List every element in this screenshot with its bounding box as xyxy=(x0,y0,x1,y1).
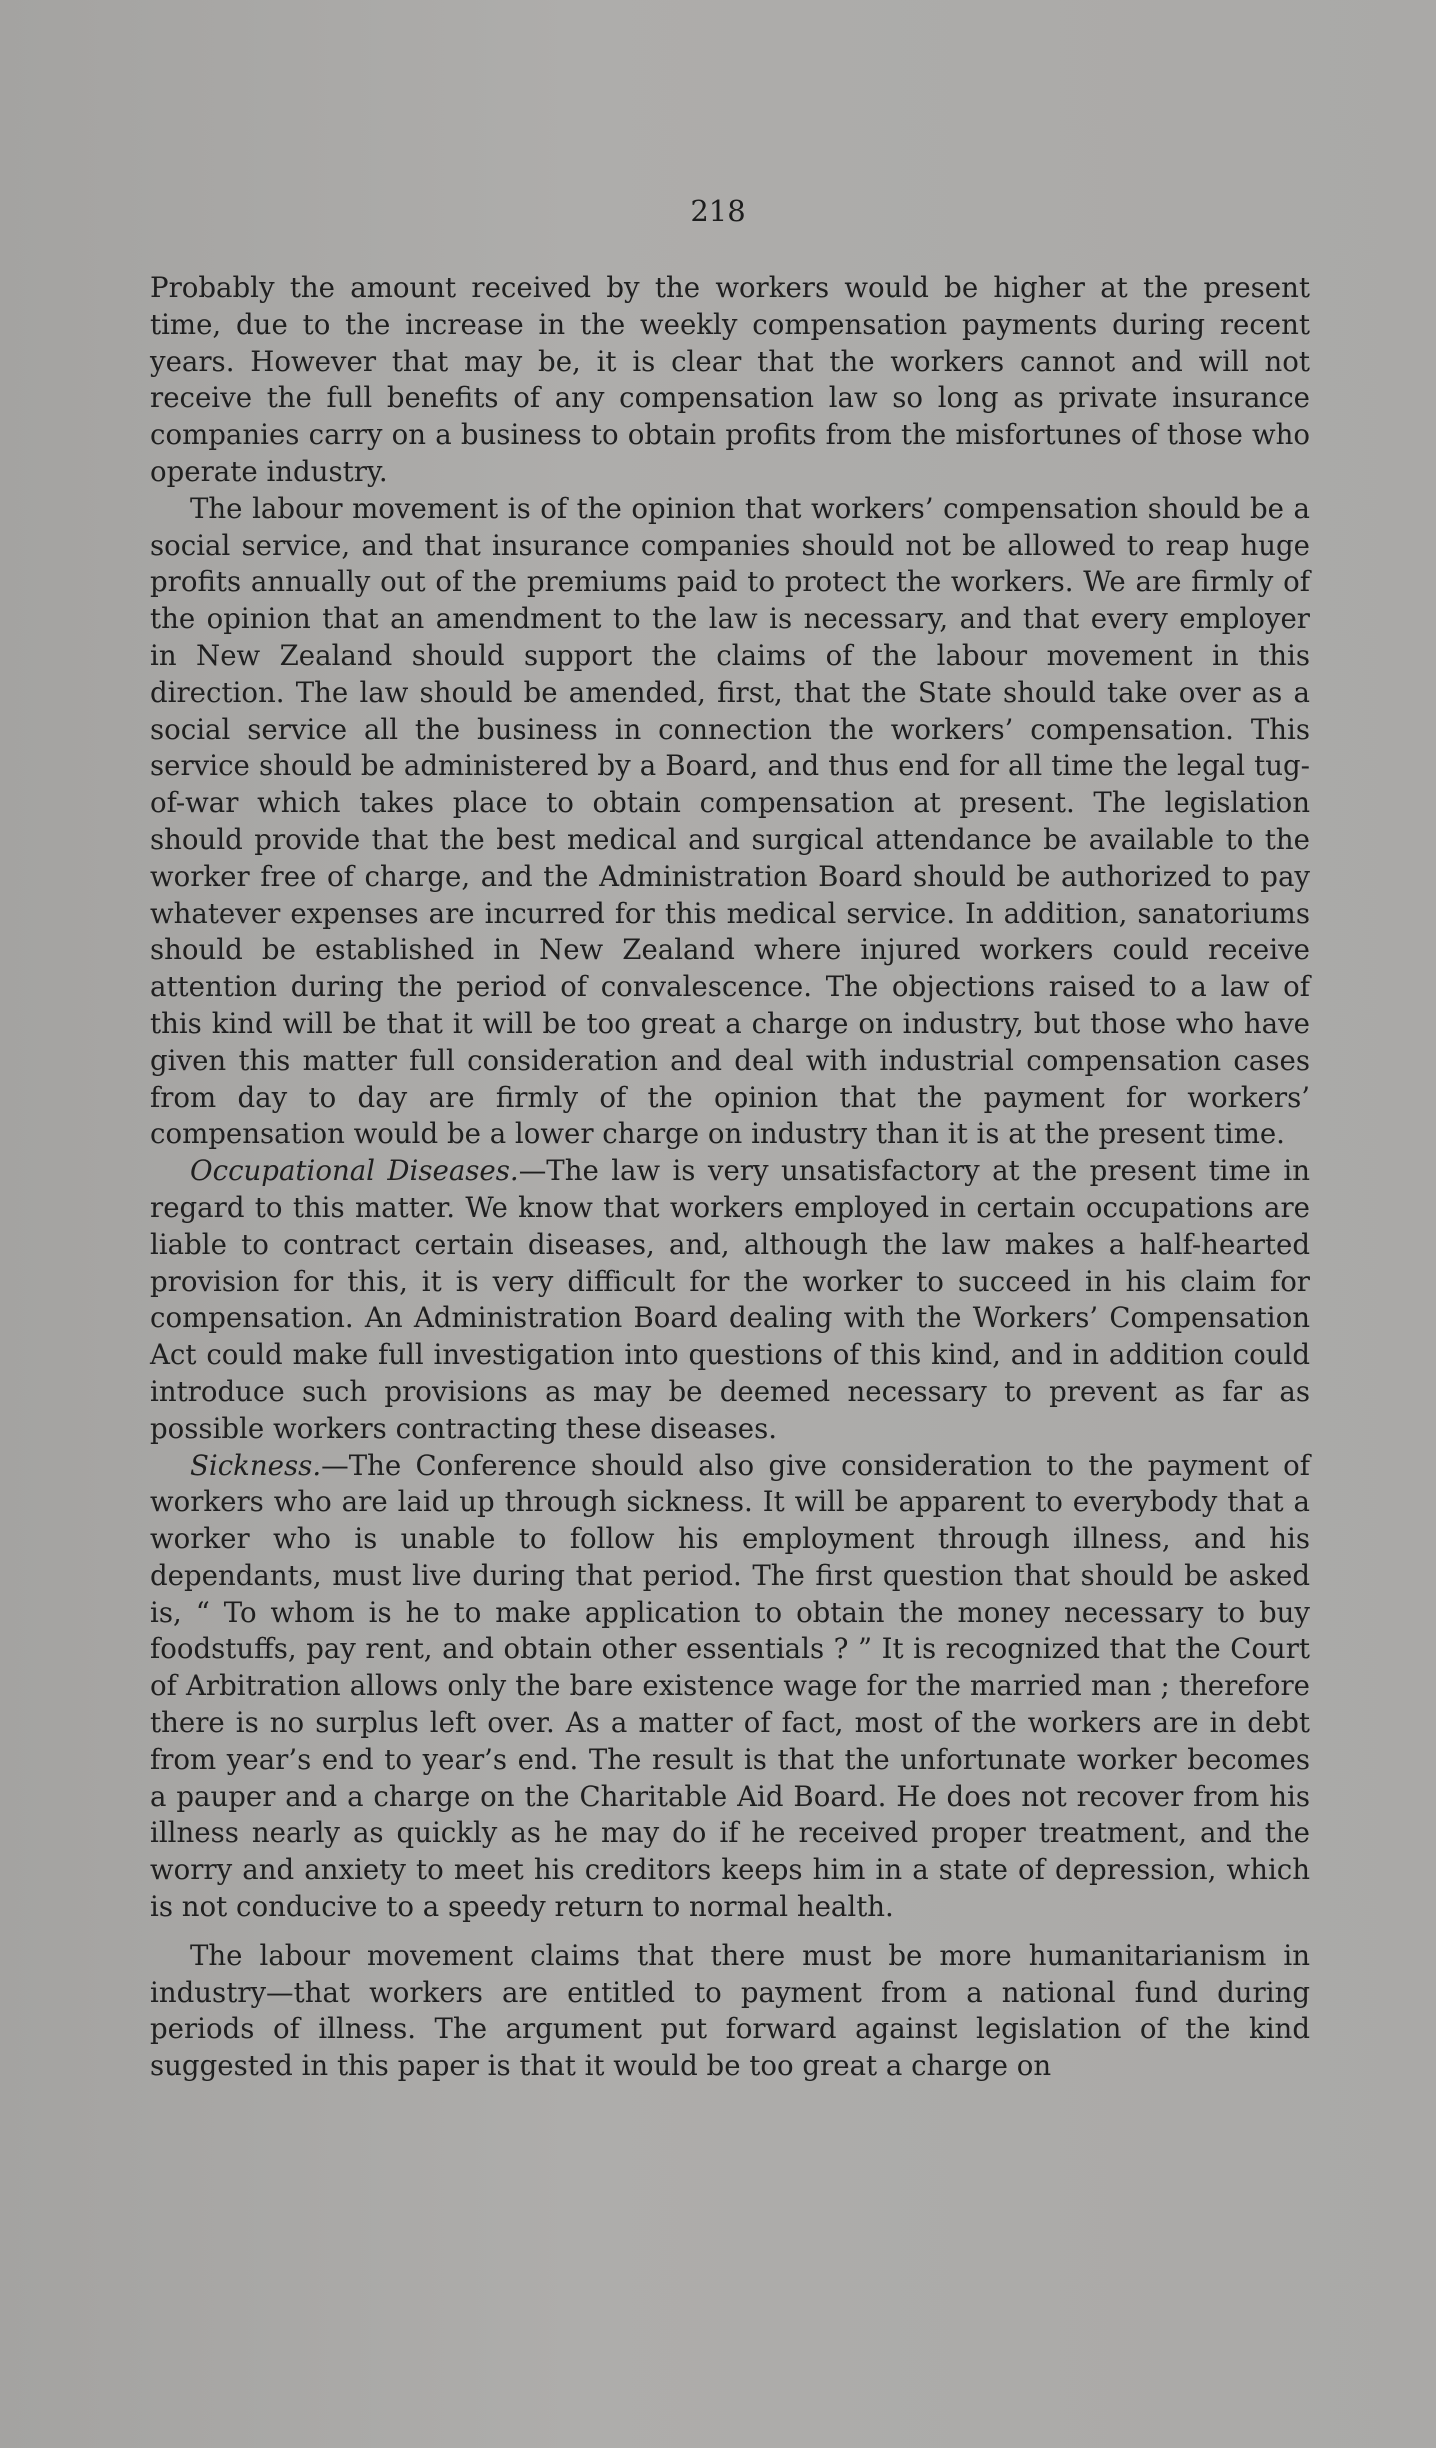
paragraph-2-text: The labour movement is of the opinion that workers’ compensation should be a social service, and that insurance companies should not be allowed to reap huge profits annually out of the premiums paid to protect the workers. We are firmly of the opinion that an amendment to the law is necessary, and that every employer in New Zealand should support the claims of the labour movement in this direction. The law should be amended, first, that the State should take over as a social service all the business in connection the workers’ compensation. This service should be administered by a Board, and thus end for all time the legal tug-of-war which takes place to obtain compensation at present. The legislation should provide that the best medical and surgical attendance be available to the worker free of charge, and the Administration Board should be authorized to pay whatever expenses are incurred for this medical service. In addition, sanatoriums should be established in New Zealand where injured workers could receive attention during the period of convalescence. The objections raised to a law of this kind will be that it will be too great a charge on industry, but those who have given this matter full consideration and deal with industrial compensation cases from day to day are firmly of the opinion that the payment for workers’ compensation would be a lower charge on industry than it is at the present time. xyxy=(150,491,1310,1151)
paragraph-5 xyxy=(150,1938,1310,2085)
paragraph-4-text: —The Conference should also give consideration to the payment of workers who are laid up through sickness. It will be apparent to everybody that a worker who is unable to follow his employment through illness, and his dependants, must live during that period. The first question that should be asked is, “ To whom is he to make application to obtain the money necessary to buy foodstuffs, pay rent, and obtain other essentials ? ” It is recognized that the Court of Arbitration allows only the bare existence wage for the married man ; therefore there is no surplus left over. As a matter of fact, most of the workers are in debt from year’s end to year’s end. The result is that the unfortunate worker becomes a pauper and a charge on the Charitable Aid Board. He does not recover from his illness nearly as quickly as he may do if he received proper treatment, and the worry and anxiety to meet his creditors keeps him in a state of depression, which is not conducive to a speedy return to normal health. xyxy=(150,1448,1310,1924)
body-text xyxy=(150,270,1310,2085)
paragraph-1-text: Probably the amount received by the workers would be higher at the present time, due to the increase in the weekly compensation payments during recent years. However that may be, it is clear that the workers cannot and will not receive the full benefits of any compensation law so long as private insurance companies carry on a business to obtain profits from the misfortunes of those who operate industry. xyxy=(150,271,1310,488)
paragraph-1 xyxy=(150,270,1310,491)
paragraph-sickness xyxy=(150,1448,1310,1926)
heading-sickness: Sickness. xyxy=(190,1448,322,1482)
paragraph-2 xyxy=(150,491,1310,1153)
paragraph-occupational-diseases xyxy=(150,1153,1310,1447)
heading-occupational-diseases: Occupational Diseases. xyxy=(190,1154,519,1188)
page-number: 218 xyxy=(690,194,746,228)
paragraph-3-text: —The law is very unsatisfactory at the present time in regard to this matter. We know that workers employed in certain occupations are liable to contract certain diseases, and, although the law makes a half-hearted provision for this, it is very difficult for the worker to succeed in his claim for compensation. An Administration Board dealing with the Workers’ Compensation Act could make full investigation into questions of this kind, and in addition could introduce such provisions as may be deemed necessary to prevent as far as possible workers contracting these diseases. xyxy=(150,1154,1310,1445)
paragraph-5-text: The labour movement claims that there must be more humanitarianism in industry—that workers are entitled to payment from a national fund during periods of illness. The argument put forward against legislation of the kind suggested in this paper is that it would be too great a charge on xyxy=(150,1938,1310,2083)
